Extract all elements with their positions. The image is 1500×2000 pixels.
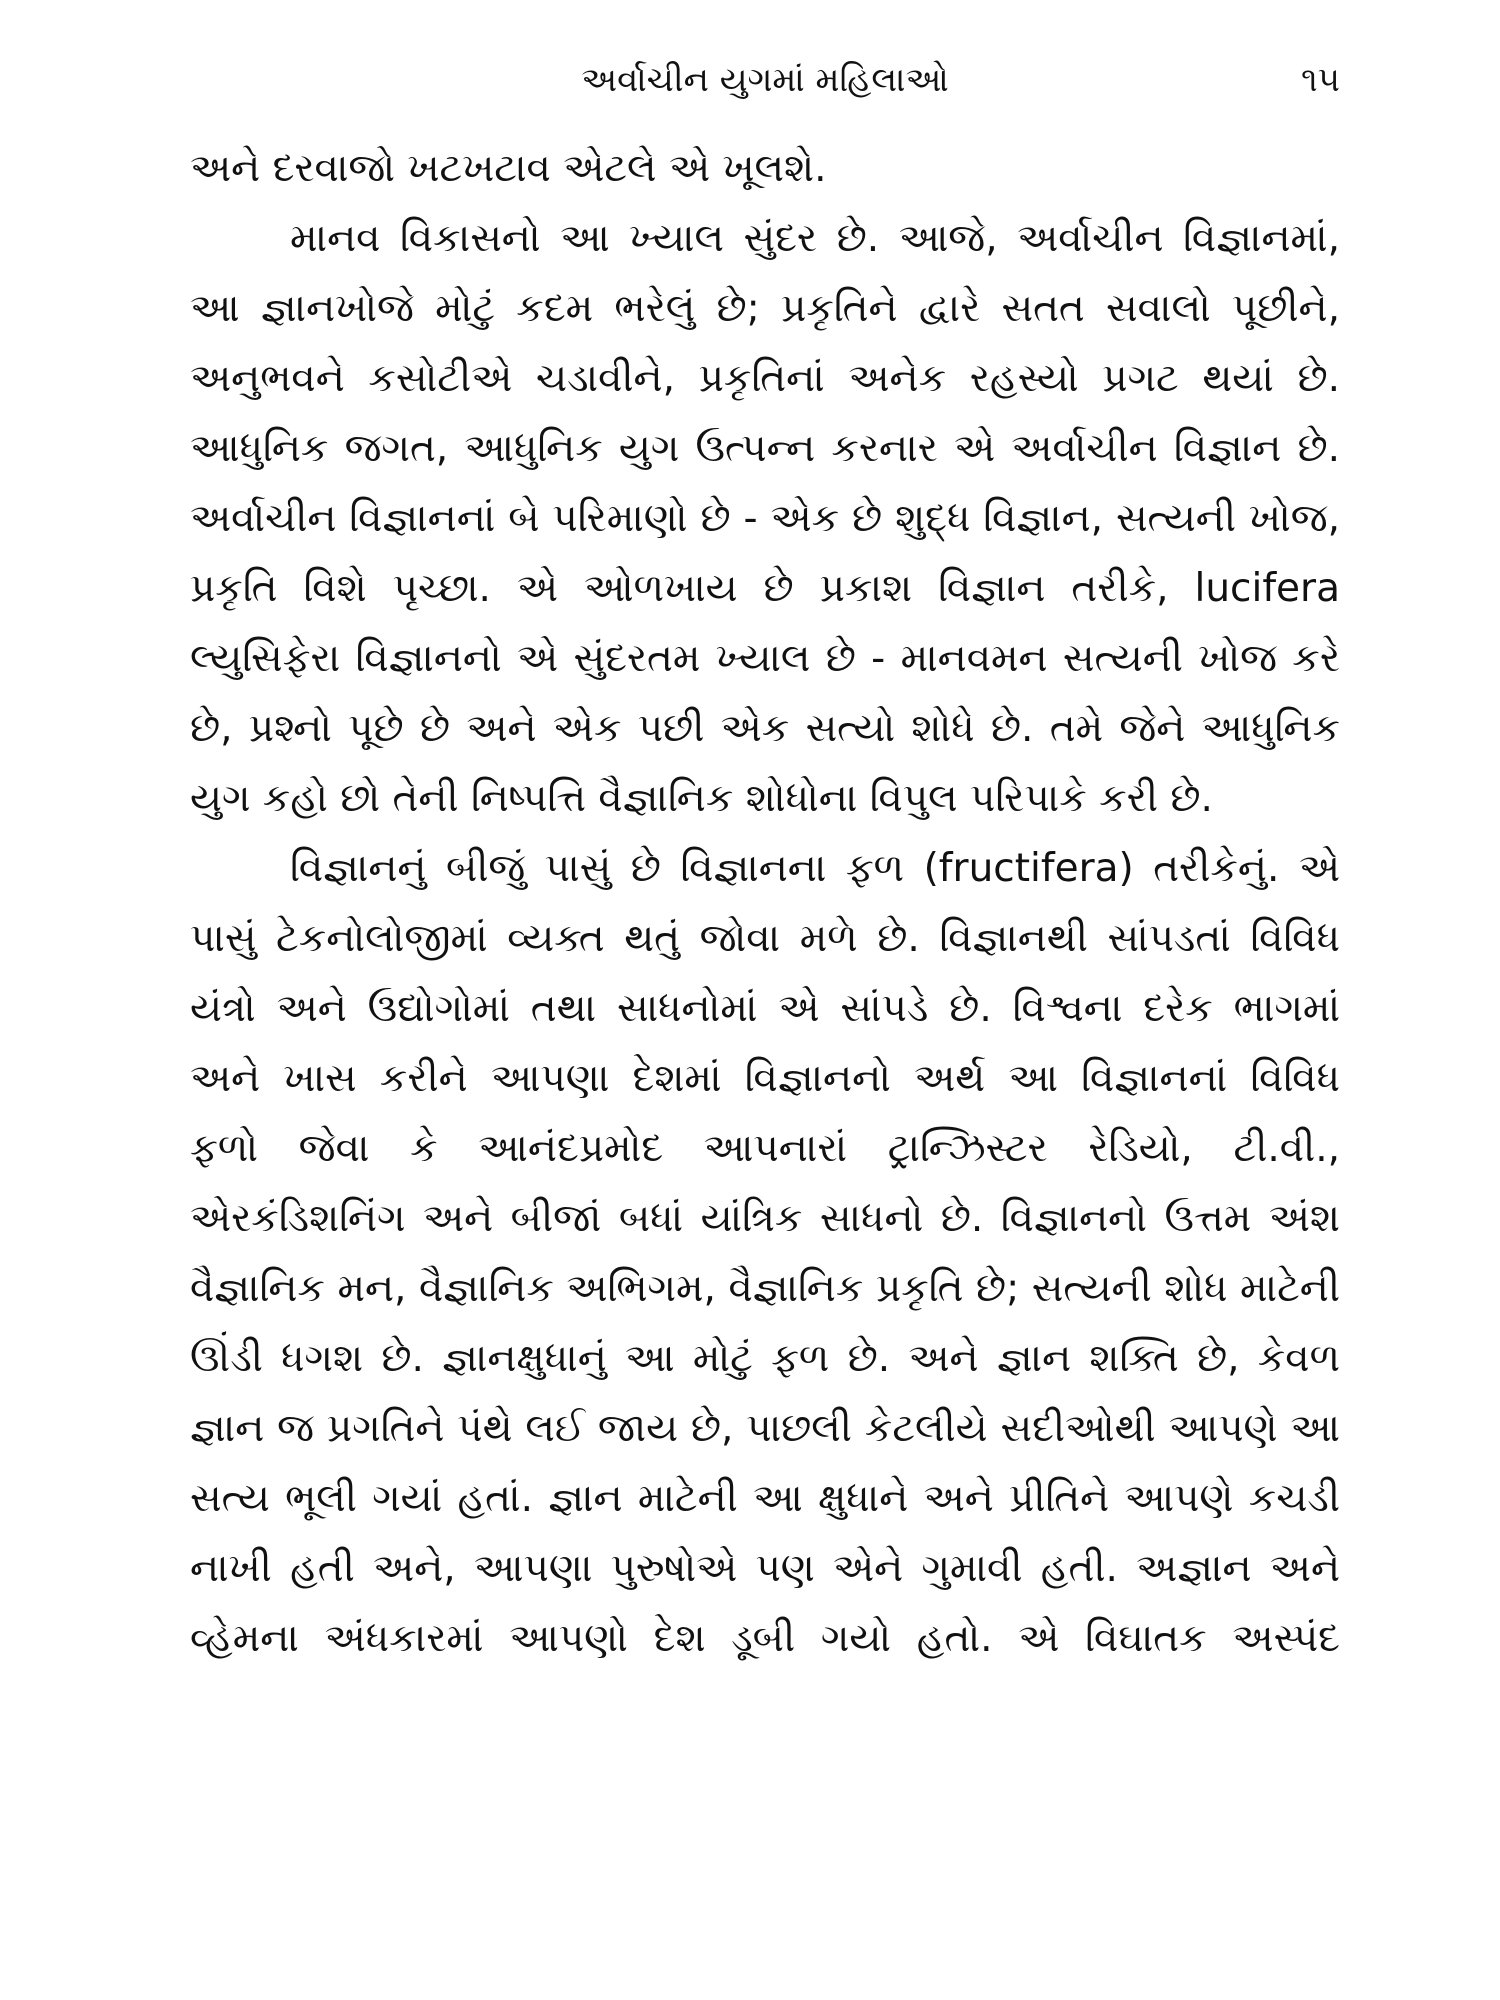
text-line: જ્ઞાન જ પ્રગતિને પંથે લઈ જાય છે, પાછલી કેટલીયે સદીઓથી આપણે આ	[190, 1406, 1340, 1451]
text-line: અર્વાચીન વિજ્ઞાનનાં બે પરિમાણો છે - એક છે શુદ્ધ વિજ્ઞાન, સત્યની ખોજ,	[190, 496, 1340, 541]
text-line: લ્યુસિફેરા વિજ્ઞાનનો એ સુંદરતમ ખ્યાલ છે - માનવમન સત્યની ખોજ કરે	[190, 636, 1340, 681]
text-line: પ્રકૃતિ વિશે પૃચ્છા. એ ઓળખાય છે પ્રકાશ વિજ્ઞાન તરીકે, lucifera	[190, 566, 1340, 611]
page-number: ૧૫	[1301, 60, 1340, 100]
text-line: વિજ્ઞાનનું બીજું પાસું છે વિજ્ઞાનના ફળ (fructifera) તરીકેનું. એ	[290, 846, 1340, 891]
text-line: યુગ કહો છો તેની નિષ્પત્તિ વૈજ્ઞાનિક શોધોના વિપુલ પરિપાકે કરી છે.	[190, 776, 1213, 821]
text-line: વ્હેમના અંધકારમાં આપણો દેશ ડૂબી ગયો હતો. એ વિઘાતક અસ્પંદ	[190, 1616, 1340, 1661]
running-title: અર્વાચીન યુગમાં મહિલાઓ	[581, 60, 949, 100]
text-line: પાસું ટેકનોલોજીમાં વ્યક્ત થતું જોવા મળે છે. વિજ્ઞાનથી સાંપડતાં વિવિધ	[190, 916, 1340, 961]
text-line: છે, પ્રશ્નો પૂછે છે અને એક પછી એક સત્યો શોધે છે. તમે જેને આધુનિક	[190, 706, 1340, 751]
text-line: વૈજ્ઞાનિક મન, વૈજ્ઞાનિક અભિગમ, વૈજ્ઞાનિક પ્રકૃતિ છે; સત્યની શોધ માટેની	[190, 1266, 1340, 1311]
text-line: માનવ વિકાસનો આ ખ્યાલ સુંદર છે. આજે, અર્વાચીન વિજ્ઞાનમાં,	[290, 216, 1340, 261]
body-text	[190, 134, 1340, 1674]
text-line: ફળો જેવા કે આનંદપ્રમોદ આપનારાં ટ્રાન્ઝિસ્ટર રેડિયો, ટી.વી.,	[190, 1126, 1340, 1171]
text-line: સત્ય ભૂલી ગયાં હતાં. જ્ઞાન માટેની આ ક્ષુધાને અને પ્રીતિને આપણે કચડી	[190, 1476, 1340, 1521]
text-line: અનુભવને કસોટીએ ચડાવીને, પ્રકૃતિનાં અનેક રહસ્યો પ્રગટ થયાં છે.	[190, 356, 1340, 401]
book-page	[190, 40, 1340, 1940]
running-header	[190, 40, 1340, 120]
text-line: નાખી હતી અને, આપણા પુરુષોએ પણ એને ગુમાવી હતી. અજ્ઞાન અને	[190, 1546, 1340, 1591]
text-line: એરકંડિશનિંગ અને બીજાં બધાં યાંત્રિક સાધનો છે. વિજ્ઞાનનો ઉત્તમ અંશ	[190, 1196, 1340, 1241]
text-line: આ જ્ઞાનખોજે મોટું કદમ ભરેલું છે; પ્રકૃતિને દ્વારે સતત સવાલો પૂછીને,	[190, 286, 1340, 331]
text-line: આધુનિક જગત, આધુનિક યુગ ઉત્પન્ન કરનાર એ અર્વાચીન વિજ્ઞાન છે.	[190, 426, 1340, 471]
text-line: ઊંડી ધગશ છે. જ્ઞાનક્ષુધાનું આ મોટું ફળ છે. અને જ્ઞાન શક્તિ છે, કેવળ	[190, 1336, 1340, 1381]
text-line: અને દરવાજો ખટખટાવ એટલે એ ખૂલશે.	[190, 146, 827, 191]
text-line: અને ખાસ કરીને આપણા દેશમાં વિજ્ઞાનનો અર્થ આ વિજ્ઞાનનાં વિવિધ	[190, 1056, 1340, 1101]
text-line: યંત્રો અને ઉદ્યોગોમાં તથા સાધનોમાં એ સાંપડે છે. વિશ્વના દરેક ભાગમાં	[190, 986, 1340, 1031]
